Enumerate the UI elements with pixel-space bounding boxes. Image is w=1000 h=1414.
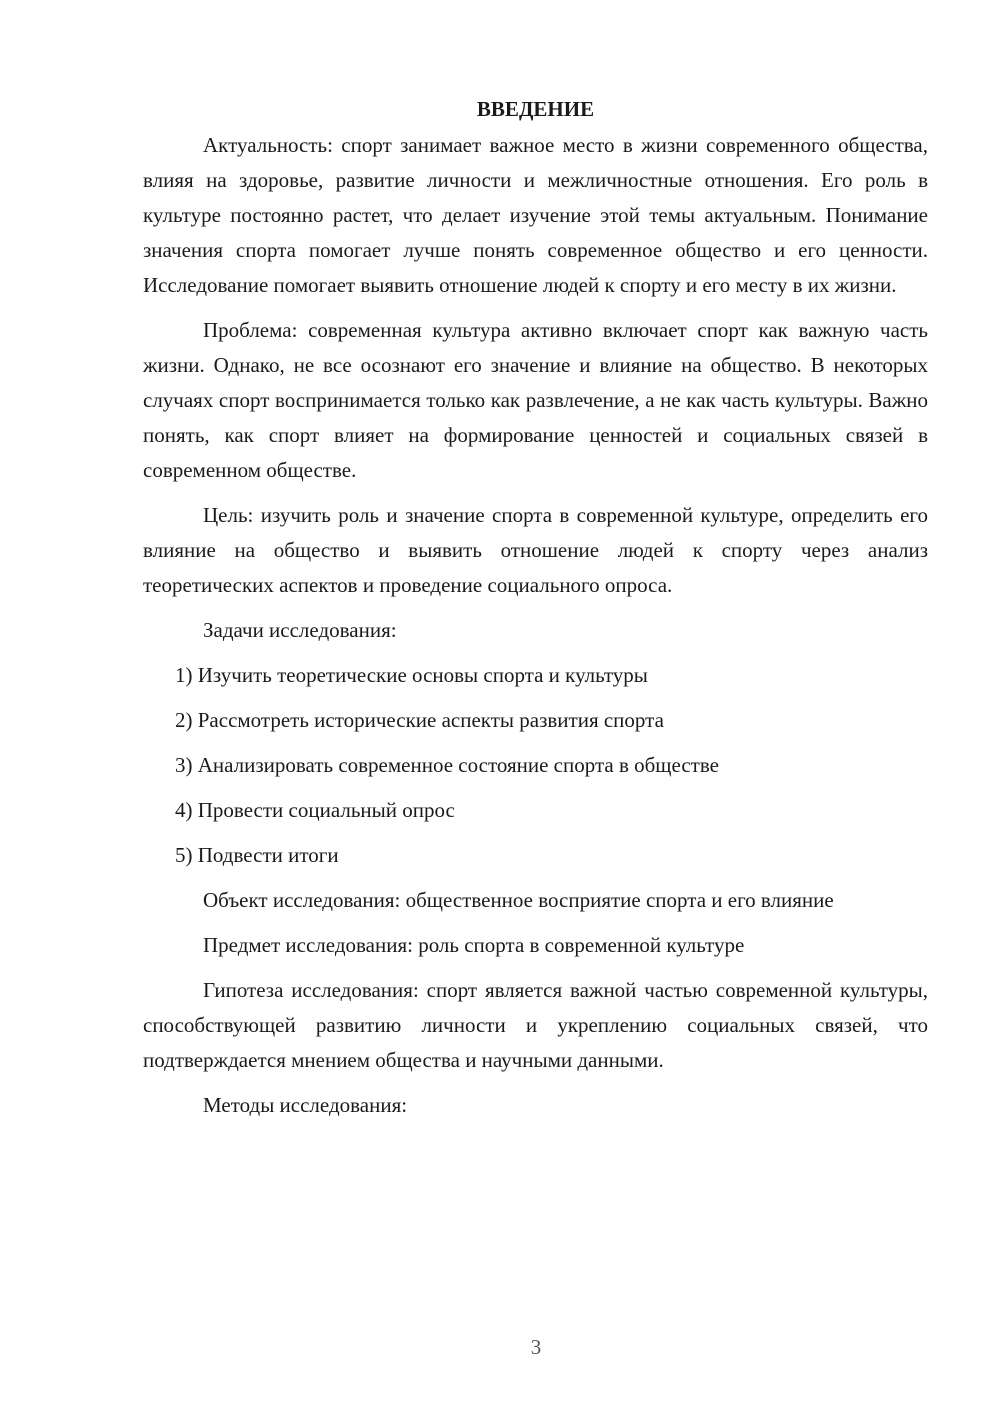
document-page (143, 92, 928, 1133)
list-item: 2) Рассмотреть исторические аспекты развития спорта (175, 708, 664, 732)
list-item: 5) Подвести итоги (175, 843, 339, 867)
methods-heading: Методы исследования: (203, 1093, 408, 1117)
subject-paragraph: Предмет исследования: роль спорта в современной культуре (203, 933, 745, 957)
hypothesis-paragraph: Гипотеза исследования: спорт является важной частью современной культуры, способствующей развитию личности и укреплению социальных связей, что подтверждается мнением общества и научными данными. (143, 978, 928, 1072)
relevance-paragraph: Актуальность: спорт занимает важное место в жизни современного общества, влияя на здоровье, развитие личности и межличностные отношения. Его роль в культуре постоянно растет, что делает изучение этой темы актуальным. Понимание значения спорта помогает лучше понять современное общество и его ценности. Исследование помогает выявить отношение людей к спорту и его месту в их жизни. (143, 133, 928, 297)
list-item: 1) Изучить теоретические основы спорта и культуры (175, 663, 648, 687)
tasks-heading: Задачи исследования: (203, 618, 397, 642)
goal-paragraph: Цель: изучить роль и значение спорта в современной культуре, определить его влияние на общество и выявить отношение людей к спорту через анализ теоретических аспектов и проведение социального опроса. (143, 503, 928, 597)
object-paragraph: Объект исследования: общественное восприятие спорта и его влияние (203, 888, 834, 912)
list-item: 4) Провести социальный опрос (175, 798, 455, 822)
page-number: 3 (530, 1335, 542, 1359)
list-item: 3) Анализировать современное состояние спорта в обществе (175, 753, 719, 777)
page-title: ВВЕДЕНИЕ (476, 97, 595, 121)
problem-paragraph: Проблема: современная культура активно включает спорт как важную часть жизни. Однако, не все осознают его значение и влияние на общество. В некоторых случаях спорт воспринимается только как развлечение, а не как часть культуры. Важно понять, как спорт влияет на формирование ценностей и социальных связей в современном обществе. (143, 318, 928, 482)
tasks-list (143, 658, 928, 873)
